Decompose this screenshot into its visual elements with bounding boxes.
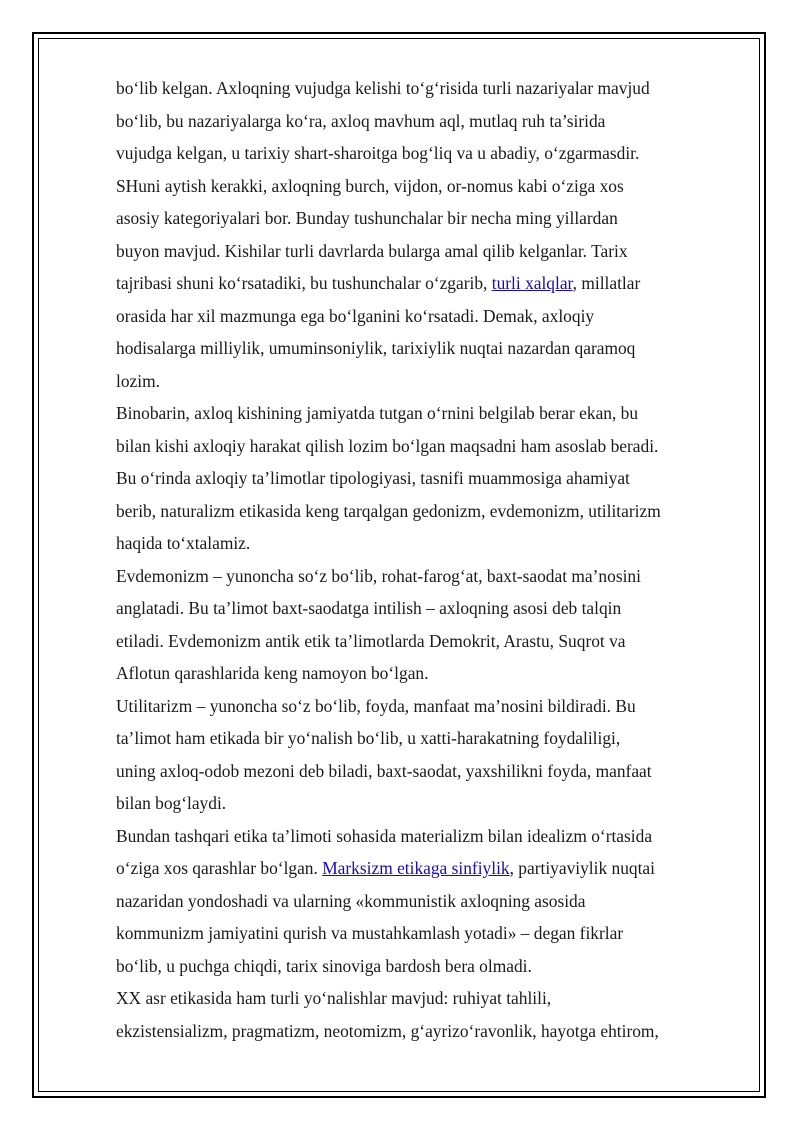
text-line: SHuni aytish kerakki, axloqning burch, vijdon, or-nomus kabi o‘ziga xos: [116, 175, 624, 196]
text-line: Bundan tashqari etika ta’limoti sohasida materializm bilan idealizm o‘rtasida: [116, 825, 653, 846]
text-line: bo‘lib, u puchga chiqdi, tarix sinoviga bardosh bera olmadi.: [116, 955, 532, 976]
text-line: ta’limot ham etikada bir yo‘nalish bo‘lib, u xatti-harakatning foydaliligi,: [116, 728, 621, 748]
text-line: lozim.: [116, 370, 160, 391]
link-marksizm-etikaga-sinfiylik[interactable]: Marksizm etikaga sinfiylik: [322, 858, 510, 878]
text-line: nazaridan yondoshadi va ularning «kommunistik axloqning asosida: [116, 890, 586, 911]
text-line: hodisalarga milliylik, umuminsoniylik, tarixiylik nuqtai nazardan qaramoq: [116, 338, 636, 358]
text-segment: tajribasi shuni ko‘rsatadiki, bu tushunchalar o‘zgarib,: [116, 273, 492, 293]
text-line: ekzistensializm, pragmatizm, neotomizm, g‘ayrizo‘ravonlik, hayotga ehtirom,: [116, 1020, 659, 1041]
text-line: bo‘lib kelgan. Axloqning vujudga kelishi to‘g‘risida turli nazariyalar mavjud: [116, 78, 650, 98]
text-segment: o‘ziga xos qarashlar bo‘lgan.: [116, 858, 323, 878]
text-line: berib, naturalizm etikasida keng tarqalgan gedonizm, evdemonizm, utilitarizm: [116, 500, 661, 521]
text-line: XX asr etikasida ham turli yo‘nalishlar mavjud: ruhiyat tahlili,: [116, 988, 552, 1008]
text-line: Bu o‘rinda axloqiy ta’limotlar tipologiyasi, tasnifi muammosiga ahamiyat: [116, 468, 630, 488]
text-line: bo‘lib, bu nazariyalarga ko‘ra, axloq mavhum aql, mutlaq ruh ta’sirida: [116, 110, 606, 131]
text-line: orasida har xil mazmunga ega bo‘lganini ko‘rsatadi. Demak, axloqiy: [116, 305, 595, 326]
text-line: uning axloq-odob mezoni deb biladi, baxt-saodat, yaxshilikni foyda, manfaat: [116, 760, 652, 781]
text-segment: , partiyaviylik nuqtai: [509, 858, 655, 878]
text-line: etiladi. Evdemonizm antik etik ta’limotlarda Demokrit, Arastu, Suqrot va: [116, 630, 626, 651]
text-segment: , millatlar: [572, 273, 641, 293]
document-body: [116, 72, 716, 1047]
text-line: [116, 852, 716, 885]
text-line: kommunizm jamiyatini qurish va mustahkamlash yotadi» – degan fikrlar: [116, 923, 624, 943]
text-line: Utilitarizm – yunoncha so‘z bo‘lib, foyda, manfaat ma’nosini bildiradi. Bu: [116, 695, 636, 716]
text-line: anglatadi. Bu ta’limot baxt-saodatga intilish – axloqning asosi deb talqin: [116, 598, 622, 618]
text-line: asosiy kategoriyalari bor. Bunday tushunchalar bir necha ming yillardan: [116, 208, 618, 228]
text-line: [116, 267, 716, 300]
text-line: bilan kishi axloqiy harakat qilish lozim bo‘lgan maqsadni ham asoslab beradi.: [116, 435, 659, 456]
text-line: Evdemonizm – yunoncha so‘z bo‘lib, rohat-farog‘at, baxt-saodat ma’nosini: [116, 565, 641, 586]
text-line: Binobarin, axloq kishining jamiyatda tutgan o‘rnini belgilab berar ekan, bu: [116, 403, 639, 423]
text-line: buyon mavjud. Kishilar turli davrlarda bularga amal qilib kelganlar. Tarix: [116, 240, 628, 261]
text-line: haqida to‘xtalamiz.: [116, 533, 251, 553]
text-line: vujudga kelgan, u tarixiy shart-sharoitga bog‘liq va u abadiy, o‘zgarmasdir.: [116, 143, 640, 163]
text-line: Aflotun qarashlarida keng namoyon bo‘lgan.: [116, 663, 429, 683]
text-line: bilan bog‘laydi.: [116, 793, 227, 813]
link-turli-xalqlar[interactable]: turli xalqlar: [491, 273, 573, 293]
